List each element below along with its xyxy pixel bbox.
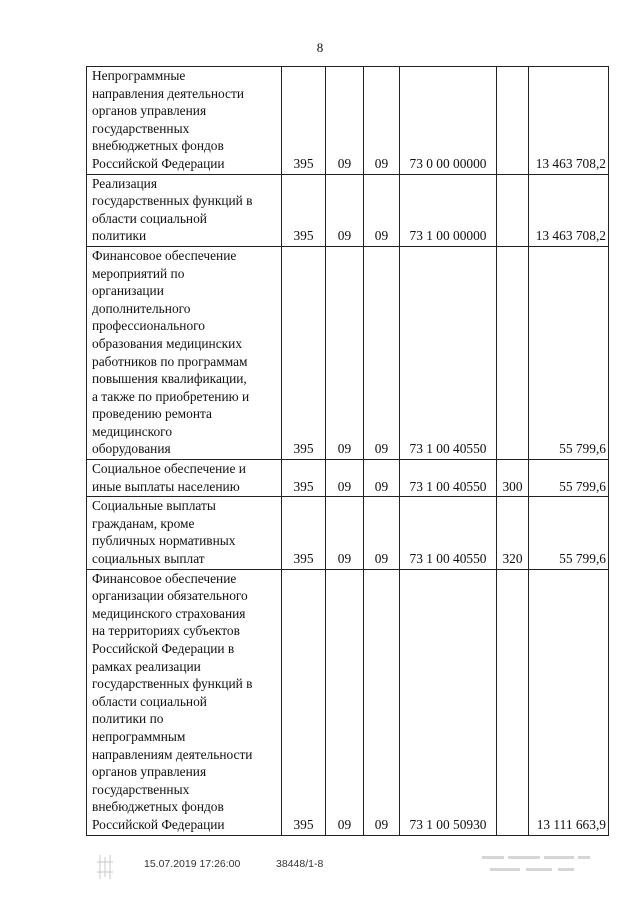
row-name-line: работников по программам [92,353,248,369]
row-name [87,497,282,569]
expense-type-code [497,246,529,459]
table-row [87,246,609,459]
row-name-line: внебюджетных фондов [92,138,224,154]
expense-type-code: 320 [497,497,529,569]
ministry-code: 395 [282,569,326,835]
faint-stamp-icon [482,852,592,882]
ministry-code: 395 [282,67,326,175]
row-name-line: Непрограммные [92,68,186,83]
expense-type-code [497,569,529,835]
row-name-line: Социальное обеспечение и [92,461,246,477]
section-code: 09 [326,460,364,497]
row-name-line: оборудования [92,441,171,457]
row-name-line: социальных выплат [92,551,205,567]
subsection-code: 09 [364,246,400,459]
row-name-line: органов управления [92,764,207,780]
subsection-code: 09 [364,174,400,246]
row-name-line: проведению ремонта [92,406,212,422]
amount: 55 799,6 [529,460,609,497]
row-name-line: государственных [92,120,190,136]
row-name-line: направлениям деятельности [92,746,253,762]
row-name-line: организации обязательного [92,588,248,604]
row-name-line: органов управления [92,103,207,119]
target-article-code: 73 1 00 50930 [400,569,497,835]
row-name-line: Реализация [92,175,158,191]
ministry-code: 395 [282,497,326,569]
table-row [87,174,609,246]
amount: 13 463 708,2 [529,67,609,175]
row-name [87,174,282,246]
target-article-code: 73 1 00 00000 [400,174,497,246]
row-name-line: непрограммным [92,728,186,744]
row-name-line: иные выплаты населению [92,478,240,494]
row-name-line: Российской Федерации [92,816,225,832]
subsection-code: 09 [364,460,400,497]
row-name-line: Российской Федерации в [92,641,235,656]
section-code: 09 [326,497,364,569]
row-name [87,67,282,175]
row-name-line: внебюджетных фондов [92,799,224,815]
ministry-code: 395 [282,246,326,459]
row-name-line: рамках реализации [92,658,201,674]
row-name [87,569,282,835]
page-number: 8 [316,40,324,55]
row-name-line: области социальной [92,693,207,709]
target-article-code: 73 1 00 40550 [400,497,497,569]
row-name-line: а также по приобретению и [92,388,250,404]
row-name-line: государственных [92,781,190,797]
row-name-line: Социальные выплаты [92,498,216,514]
row-name-line: дополнительного [92,300,191,316]
footer-datetime: 15.07.2019 17:26:00 [144,858,241,870]
subsection-code: 09 [364,67,400,175]
row-name-line: публичных нормативных [92,533,236,549]
row-name-line: образования медицинских [92,335,243,351]
amount: 55 799,6 [529,497,609,569]
table-row [87,497,609,569]
row-name-line: направления деятельности [92,85,245,101]
row-name-line: медицинского [92,423,173,439]
amount: 55 799,6 [529,246,609,459]
table-row [87,460,609,497]
amount: 13 463 708,2 [529,174,609,246]
row-name-line: Финансовое обеспечение [92,570,237,586]
row-name-line: политики по [92,711,164,727]
target-article-code: 73 0 00 00000 [400,67,497,175]
row-name-line: профессионального [92,318,205,334]
row-name-line: Финансовое обеспечение [92,247,237,263]
stamp-mark-icon [94,852,116,882]
row-name-line: политики [92,228,147,244]
row-name-line: гражданам, кроме [92,515,195,531]
target-article-code: 73 1 00 40550 [400,246,497,459]
row-name-line: области социальной [92,210,207,226]
row-name-line: государственных функций в [92,193,253,209]
expense-type-code: 300 [497,460,529,497]
row-name-line: мероприятий по [92,265,185,281]
row-name [87,246,282,459]
expense-type-code [497,174,529,246]
row-name-line: на территориях субъектов [92,623,240,639]
ministry-code: 395 [282,460,326,497]
section-code: 09 [326,569,364,835]
table-row [87,569,609,835]
footer-doc-id: 38448/1-8 [276,858,324,870]
subsection-code: 09 [364,497,400,569]
row-name-line: организации [92,283,164,299]
ministry-code: 395 [282,174,326,246]
expense-type-code [497,67,529,175]
section-code: 09 [326,67,364,175]
row-name-line: Российской Федерации [92,155,225,171]
table-row [87,67,609,175]
section-code: 09 [326,174,364,246]
target-article-code: 73 1 00 40550 [400,460,497,497]
budget-table [86,66,609,836]
row-name-line: медицинского страхования [92,605,246,621]
row-name-line: государственных функций в [92,676,253,692]
subsection-code: 09 [364,569,400,835]
row-name-line: повышения квалификации, [92,371,247,387]
row-name [87,460,282,497]
section-code: 09 [326,246,364,459]
amount: 13 111 663,9 [529,569,609,835]
